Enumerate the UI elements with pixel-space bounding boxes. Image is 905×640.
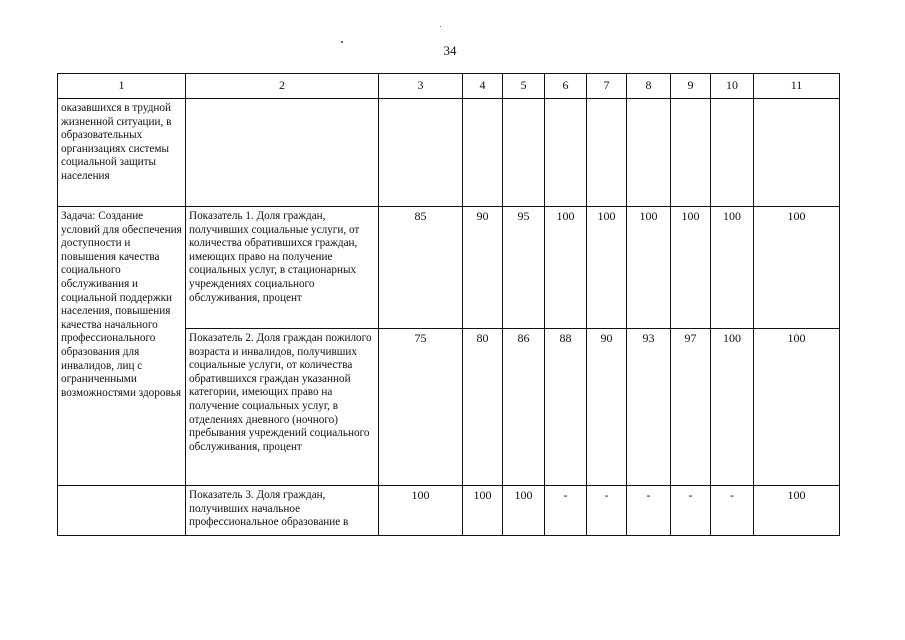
column-number-row	[58, 74, 840, 99]
indicator-value: 100	[711, 207, 754, 329]
indicator-value: -	[545, 486, 587, 536]
indicators-table	[57, 73, 840, 536]
indicator-value: 100	[545, 207, 587, 329]
empty-cell	[503, 99, 545, 207]
indicator-value: 100	[671, 207, 711, 329]
indicator-value: 97	[671, 329, 711, 486]
indicator-value: -	[711, 486, 754, 536]
column-number: 1	[58, 74, 186, 99]
indicator-value: 86	[503, 329, 545, 486]
indicator-value: 80	[463, 329, 503, 486]
indicator-value: -	[587, 486, 627, 536]
indicator-value: 100	[711, 329, 754, 486]
indicator-value: -	[671, 486, 711, 536]
empty-cell	[587, 99, 627, 207]
indicator-value: -	[627, 486, 671, 536]
task-text: Задача: Создание условий для обеспечения доступности и повышения качества социального обслуживания и социальной поддержки населения, повышения качества начального профессионального образования для инвалидов, лиц с ограниченными возможностями здоровья	[58, 207, 186, 486]
indicator-text: Показатель 2. Доля граждан пожилого возраста и инвалидов, получивших социальные услуги, от количества обратившихся граждан указанной категории, имеющих право на получение социальных услуг, в отделениях дневного (ночного) пребывания учреждений социального обслуживания, процент	[186, 329, 379, 486]
indicator-value: 75	[379, 329, 463, 486]
continuation-text: оказавшихся в трудной жизненной ситуации, в образовательных организациях системы социальной защиты населения	[58, 99, 186, 207]
column-number: 5	[503, 74, 545, 99]
empty-cell	[379, 99, 463, 207]
indicator-value: 100	[627, 207, 671, 329]
indicator-value: 100	[754, 486, 840, 536]
indicator-value: 85	[379, 207, 463, 329]
indicator-value: 90	[463, 207, 503, 329]
indicator-value: 88	[545, 329, 587, 486]
empty-cell	[711, 99, 754, 207]
indicator-value: 100	[587, 207, 627, 329]
page-number: 34	[443, 43, 457, 58]
indicator-value: 100	[754, 207, 840, 329]
indicator-value: 93	[627, 329, 671, 486]
indicator-text: Показатель 3. Доля граждан, получивших начальное профессиональное образование в	[186, 486, 379, 536]
indicator-value: 100	[754, 329, 840, 486]
indicator-row-1	[58, 207, 840, 329]
column-number: 2	[186, 74, 379, 99]
empty-cell	[186, 99, 379, 207]
column-number: 4	[463, 74, 503, 99]
empty-cell	[545, 99, 587, 207]
indicator-value: 95	[503, 207, 545, 329]
empty-cell	[463, 99, 503, 207]
empty-cell	[58, 486, 186, 536]
indicator-value: 100	[379, 486, 463, 536]
column-number: 3	[379, 74, 463, 99]
scan-speck	[341, 41, 343, 43]
empty-cell	[627, 99, 671, 207]
column-number: 9	[671, 74, 711, 99]
column-number: 10	[711, 74, 754, 99]
continuation-row	[58, 99, 840, 207]
indicator-text: Показатель 1. Доля граждан, получивших социальные услуги, от количества обратившихся граждан, имеющих право на получение социальных услуг, в стационарных учреждениях социального обслуживания, процент	[186, 207, 379, 329]
indicator-value: 90	[587, 329, 627, 486]
column-number: 7	[587, 74, 627, 99]
scan-speck	[440, 26, 441, 27]
column-number: 8	[627, 74, 671, 99]
column-number: 6	[545, 74, 587, 99]
indicator-value: 100	[503, 486, 545, 536]
indicator-row-3	[58, 486, 840, 536]
empty-cell	[754, 99, 840, 207]
indicator-value: 100	[463, 486, 503, 536]
column-number: 11	[754, 74, 840, 99]
empty-cell	[671, 99, 711, 207]
